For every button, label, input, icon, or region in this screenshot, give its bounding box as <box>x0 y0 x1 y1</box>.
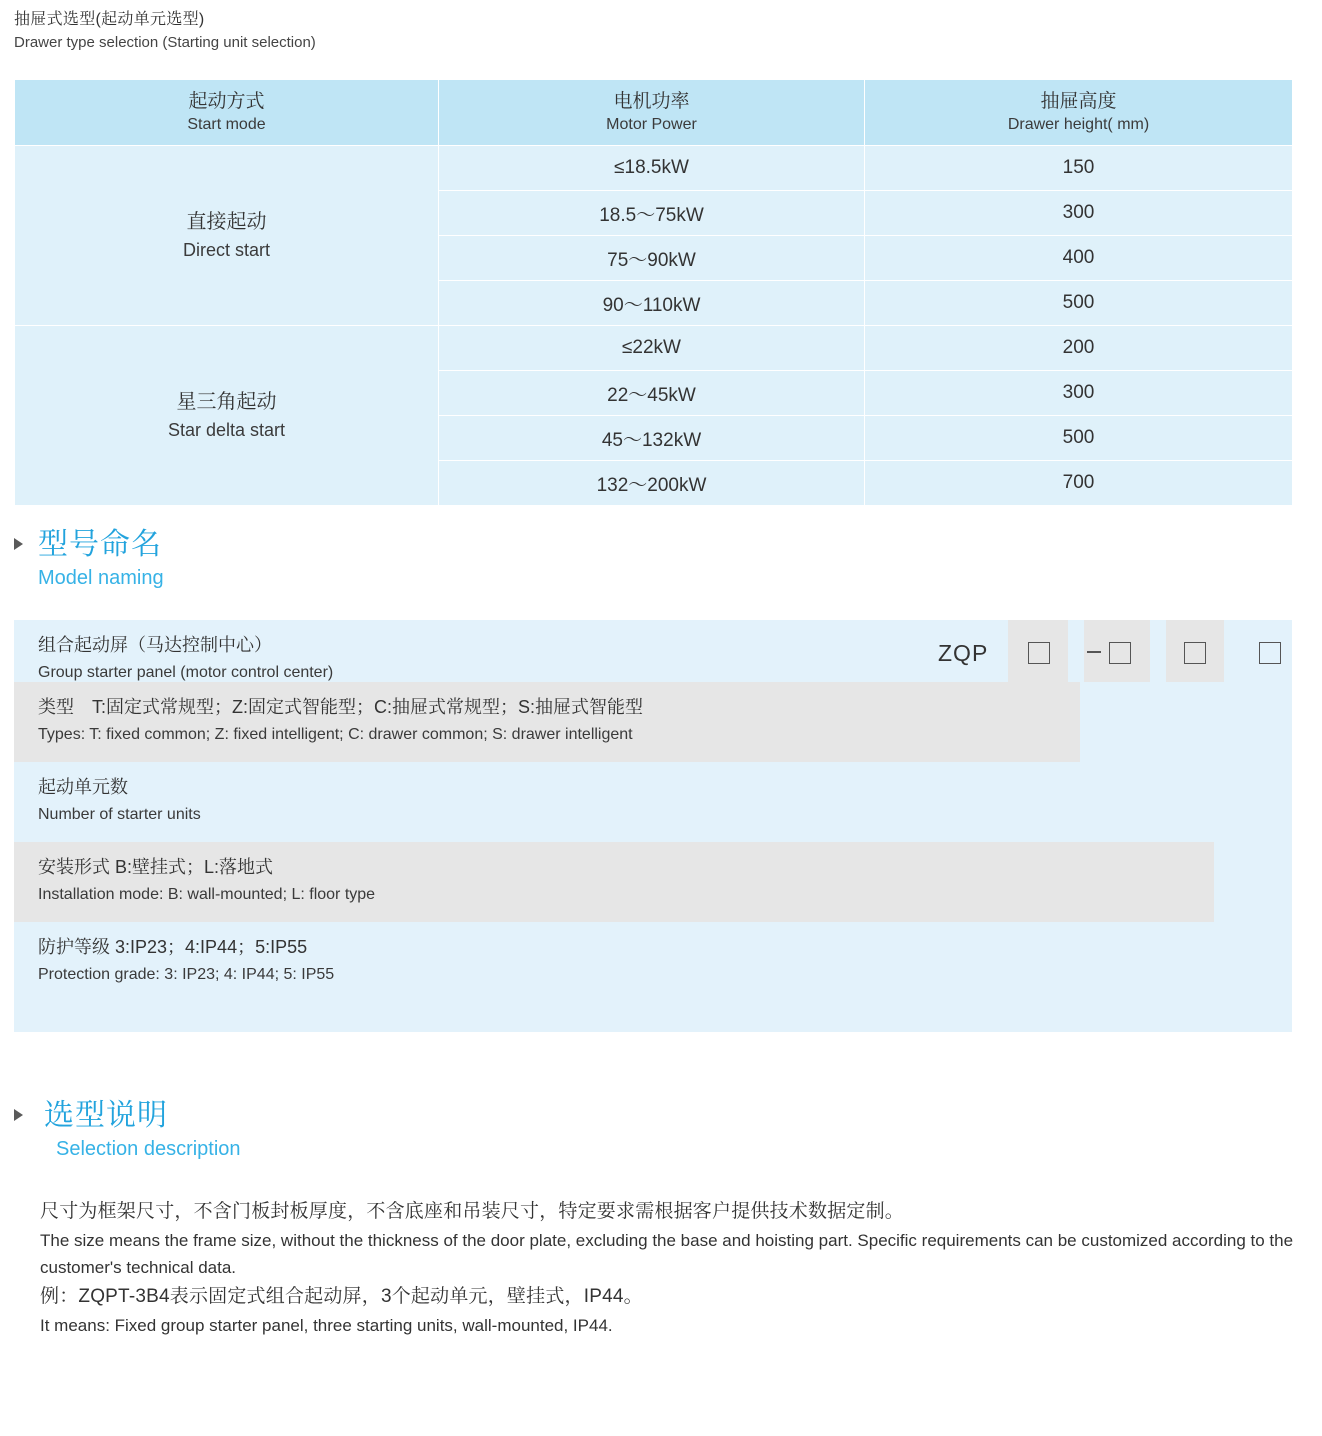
section-title-en: Model naming <box>38 567 164 589</box>
column-header-drawer-height <box>865 80 1293 146</box>
table-header <box>15 80 1293 146</box>
table-row <box>15 326 1293 371</box>
description-line2-en: It means: Fixed group starter panel, three starting units, wall-mounted, IP44. <box>40 1316 613 1335</box>
model-code-prefix: ZQP <box>938 640 989 666</box>
start-mode-star-delta-start <box>15 326 439 506</box>
naming-row-starter-units <box>14 762 1146 842</box>
naming-row-installation-mode <box>14 842 1214 922</box>
naming-row-en: Group starter panel (motor control center) <box>38 664 334 681</box>
header-en: Motor Power <box>606 116 697 133</box>
cell-motor-power: 90～110kW <box>439 281 865 326</box>
caption-cn: 抽屉式选型(起动单元选型) <box>14 11 205 28</box>
code-box-type <box>1028 642 1050 664</box>
description-line1-en: The size means the frame size, without the thickness of the door plate, excluding the base and hoisting part. Specific requirements can be customized according to the customer's technical data. <box>40 1231 1294 1277</box>
code-box-protection <box>1259 642 1281 664</box>
header-cn: 电机功率 <box>613 91 690 112</box>
cell-drawer-height: 500 <box>865 416 1293 461</box>
cell-drawer-height: 700 <box>865 461 1293 506</box>
naming-row-cn: 组合起动屏（马达控制中心） <box>38 635 272 655</box>
cell-motor-power: 18.5～75kW <box>439 191 865 236</box>
cell-drawer-height: 200 <box>865 326 1293 371</box>
header-en: Drawer height( mm) <box>1007 116 1150 133</box>
naming-row-en: Protection grade: 3: IP23; 4: IP44; 5: IP55 <box>38 966 335 983</box>
cell-drawer-height: 300 <box>865 371 1293 416</box>
triangle-right-icon <box>14 1109 23 1121</box>
code-box-installation <box>1184 642 1206 664</box>
cell-motor-power: 75～90kW <box>439 236 865 281</box>
table-row <box>15 146 1293 191</box>
cell-drawer-height: 500 <box>865 281 1293 326</box>
drawer-selection-table <box>14 79 1293 506</box>
section-heading-model-naming <box>14 526 164 592</box>
cell-drawer-height: 150 <box>865 146 1293 191</box>
cell-motor-power: 132～200kW <box>439 461 865 506</box>
mode-cn: 星三角起动 <box>176 390 277 413</box>
caption-en: Drawer type selection (Starting unit selection) <box>14 34 316 51</box>
naming-row-cn: 安装形式 B:壁挂式；L:落地式 <box>38 857 274 877</box>
naming-row-cn: 防护等级 3:IP23；4:IP44；5:IP55 <box>38 937 308 957</box>
section-title-en: Selection description <box>56 1138 241 1160</box>
column-header-start-mode <box>15 80 439 146</box>
section-heading-selection-description <box>14 1097 241 1163</box>
naming-row-cn: 起动单元数 <box>38 777 128 797</box>
table-header-row <box>15 80 1293 146</box>
section-title-cn: 选型说明 <box>44 1099 168 1132</box>
table-body <box>15 146 1293 506</box>
model-naming-diagram <box>14 620 1292 1032</box>
naming-row-en: Installation mode: B: wall-mounted; L: floor type <box>38 886 376 903</box>
code-dash <box>1087 651 1101 653</box>
description-line2-cn: 例：ZQPT-3B4表示固定式组合起动屏，3个起动单元，壁挂式，IP44。 <box>40 1286 643 1307</box>
triangle-right-icon <box>14 538 23 550</box>
naming-row-en: Types: T: fixed common; Z: fixed intelligent; C: drawer common; S: drawer intelligent <box>38 726 633 743</box>
mode-cn: 直接起动 <box>186 210 267 233</box>
cell-motor-power: ≤18.5kW <box>439 146 865 191</box>
naming-row-en: Number of starter units <box>38 806 201 823</box>
cell-motor-power: 45～132kW <box>439 416 865 461</box>
start-mode-direct-start <box>15 146 439 326</box>
mode-en: Star delta start <box>167 419 286 440</box>
header-en: Start mode <box>187 116 266 133</box>
drawer-selection-caption <box>14 8 1294 54</box>
naming-row-cn: 类型 T:固定式常规型；Z:固定式智能型；C:抽屉式常规型；S:抽屉式智能型 <box>38 697 644 717</box>
naming-row-types <box>14 682 1080 762</box>
cell-drawer-height: 400 <box>865 236 1293 281</box>
header-cn: 抽屉高度 <box>1040 91 1117 112</box>
cell-motor-power: ≤22kW <box>439 326 865 371</box>
mode-en: Direct start <box>182 239 270 260</box>
header-cn: 起动方式 <box>188 91 265 112</box>
description-line1-cn: 尺寸为框架尺寸，不含门板封板厚度，不含底座和吊装尺寸，特定要求需根据客户提供技术数据定制。 <box>40 1201 905 1222</box>
selection-description-body <box>40 1196 1295 1339</box>
naming-row-protection-grade <box>14 922 1292 1002</box>
cell-motor-power: 22～45kW <box>439 371 865 416</box>
section-title-cn: 型号命名 <box>38 528 162 561</box>
cell-drawer-height: 300 <box>865 191 1293 236</box>
code-box-unit-count <box>1109 642 1131 664</box>
column-header-motor-power <box>439 80 865 146</box>
